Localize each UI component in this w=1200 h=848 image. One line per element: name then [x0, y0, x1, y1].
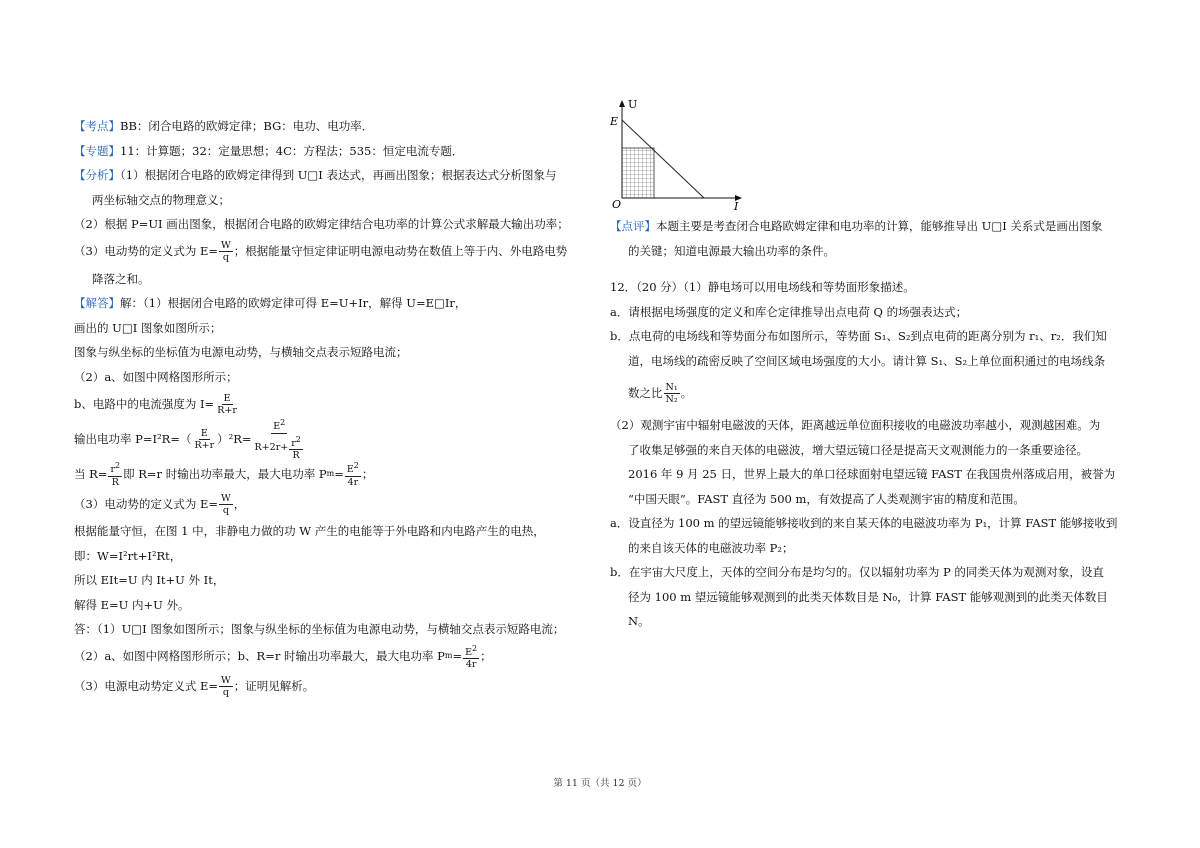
q12-line-b3: 数之比 $\frac{\text{N₁}}{\text{N₂}}$ 。 — [628, 381, 693, 405]
dianping-line-1: 【点评】本题主要是考查闭合电路欧姆定律和电功率的计算，能够推导出 U□I 关系式是画出图象 — [610, 219, 1103, 233]
jieda-text-7b: 即 R=r 时输出功率最大，最大电功率 P — [123, 466, 327, 481]
jieda-line-7: 当 R= $\frac{r^2}{R}$ 即 R=r 时输出功率最大，最大电功率 P m = $\frac{E^2}{4r}$ ； — [74, 461, 374, 488]
fraction-numerator: W — [221, 240, 231, 251]
zhuanti-text: 11：计算题；32：定量思想；4C：方程法；535：恒定电流专题． — [120, 143, 464, 158]
fenxi-line-1 — [74, 163, 596, 188]
fraction-w-over-q-2: $\frac{W}{q}$ — [221, 492, 231, 516]
zhuanti-tag: 【专题】 — [74, 143, 120, 158]
fenxi-text-3a: （3）电动势的定义式为 E= — [74, 244, 219, 259]
y-axis-arrow — [619, 100, 625, 107]
fraction-e2-over-4r-2: $\frac{E^2}{4r}$ — [465, 643, 478, 671]
fenxi-tag: 【分析】 — [74, 168, 120, 182]
fenxi-line-3 — [74, 237, 596, 267]
label-e: E — [610, 115, 619, 128]
jieda-line-11: 所以 EIt=U 内 It+U 外 It， — [74, 573, 225, 587]
answer-line-2: （2）a、如图中网格图形所示；b、R=r 时输出功率最大，最大电功率 P m = $\frac{E^2}{4r}$ ； — [74, 643, 492, 671]
jieda-line-4: （2）a、如图中网格图形所示； — [74, 369, 238, 384]
dianping-tag: 【点评】 — [610, 219, 656, 233]
jieda-text-8a: （3）电动势的定义式为 E= — [74, 496, 219, 511]
jieda-line-8: （3）电动势的定义式为 E= $\frac{W}{q}$ ， — [74, 492, 246, 516]
jieda-line-5 — [74, 389, 596, 419]
fraction-r2-over-r: $\frac{r^2}{R}$ — [110, 461, 121, 488]
fraction-denominator: q — [222, 252, 229, 263]
jieda-line-2: 画出的 U□I 图象如图所示； — [74, 320, 222, 335]
fraction-e-over-rr-2: $\frac{E}{R+r}$ — [194, 427, 215, 451]
right-column — [610, 214, 1132, 634]
q12-line-b1: b．点电荷的电场线和等势面分布如图所示，等势面 S₁、S₂到点电荷的距离分别为 r₁、r₂．我们知 — [610, 329, 1107, 343]
label-origin: O — [612, 198, 622, 210]
dianping-line-2: 的关键；知道电源最大输出功率的条件。 — [628, 243, 835, 258]
fraction-w-over-q-3: $\frac{W}{q}$ — [221, 675, 231, 698]
jieda-text-6b: ）²R= — [217, 431, 252, 446]
jieda-line-10: 即：W=I²rt+I²Rt， — [74, 548, 182, 563]
fraction-n1-over-n2: $\frac{\text{N₁}}{\text{N₂}}$ — [665, 381, 678, 405]
answer-line-3: （3）电源电动势定义式 E= $\frac{W}{q}$ ；证明见解析。 — [74, 675, 315, 698]
jieda-text-5a: b、电路中的电流强度为 I= — [74, 396, 215, 411]
axis-i-label: I — [734, 200, 739, 210]
q12-part2-line-2: 了收集足够强的来自天体的电磁波，增大望远镜口径是提高天文观测能力的一条重要途径。 — [628, 442, 1088, 457]
fraction-e2-over-4r: $\frac{E^2}{4r}$ — [346, 461, 359, 488]
page-footer: 第 11 页（共 12 页） — [553, 778, 647, 789]
power-grid-area — [622, 148, 654, 198]
fraction-e-over-rr: $\frac{E}{R+r}$ — [217, 392, 237, 416]
fenxi-line-3c: 降落之和。 — [92, 271, 150, 286]
fraction-e2-over-compound: $E^2$ R+2r+ $\frac{r^2}{R}$ — [254, 418, 301, 461]
q12-line-a: a．请根据电场强度的定义和库仑定律推导出点电荷 Q 的场强表达式； — [610, 304, 968, 319]
kaodian-tag: 【考点】 — [74, 119, 120, 133]
kaodian-text: BB：闭合电路的欧姆定律；BG：电功、电功率． — [120, 119, 374, 133]
fenxi-text-1: （1）根据闭合电路的欧姆定律得到 U□I 表达式，再画出图象；根据表达式分析图象与 — [120, 168, 557, 182]
q12-part2-line-3: 2016 年 9 月 25 日，世界上最大的单口径球面射电望远镜 FAST 在我国贵州落成启用，被誉为 — [628, 467, 1116, 481]
q12-part2a-line-1: a．设直径为 100 m 的望远镜能够接收到的来自某天体的电磁波功率为 P₁，计算 FAST 能够接收到 — [610, 516, 1118, 530]
q12-part2-line-1: （2）观测宇宙中辐射电磁波的天体，距离越远单位面积接收的电磁波功率越小，观测越困难。为 — [610, 418, 1101, 432]
u-i-graph — [606, 98, 746, 210]
q12-line-b2: 道，电场线的疏密反映了空间区域电场强度的大小。请计算 S₁、S₂上单位面积通过的电场线条 — [628, 353, 1106, 368]
zhuanti-line — [74, 139, 596, 164]
jieda-line-1 — [74, 291, 596, 316]
jieda-line-9: 根据能量守恒，在图 1 中，非静电力做的功 W 产生的电能等于外电路和内电路产生的电热， — [74, 524, 545, 538]
q12-part2a-line-2: 的来自该天体的电磁波功率 P₂； — [628, 540, 794, 555]
jieda-text-6a: 输出电功率 P=I²R=（ — [74, 431, 192, 446]
jieda-tag: 【解答】 — [74, 296, 120, 310]
q12-part2b-line-2: 径为 100 m 望远镜能够观测到的此类天体数目是 N₀，计算 FAST 能够观测到的此类天体数目 — [628, 589, 1108, 604]
answer-line-1: 答：（1）U□I 图象如图所示；图象与纵坐标的坐标值为电源电动势，与横轴交点表示短路电流； — [74, 622, 565, 636]
q12-part2b-line-1: b．在宇宙大尺度上，天体的空间分布是均匀的。仅以辐射功率为 P 的同类天体为观测对象，设直 — [610, 565, 1104, 579]
u-i-graph-figure — [606, 98, 746, 210]
fenxi-line-2: （2）根据 P=UI 画出图象，根据闭合电路的欧姆定律结合电功率的计算公式求解最大输出功率； — [74, 217, 569, 231]
kaodian-line — [74, 114, 596, 139]
left-column — [74, 114, 596, 702]
jieda-line-12: 解得 E=U 内+U 外。 — [74, 597, 190, 612]
jieda-text-7a: 当 R= — [74, 466, 108, 481]
jieda-text-1: 解：（1）根据闭合电路的欧姆定律可得 E=U+Ir，解得 U=E□Ir， — [120, 296, 467, 310]
q12-part2-line-4: “中国天眼”。FAST 直径为 500 m，有效提高了人类观测宇宙的精度和范围。 — [628, 491, 1025, 506]
jieda-line-6 — [74, 419, 596, 459]
q12-part2b-line-3: N。 — [628, 614, 650, 628]
fenxi-text-3b: ；根据能量守恒定律证明电源电动势在数值上等于内、外电路电势 — [233, 244, 568, 259]
fraction-w-over-q — [219, 240, 233, 263]
fenxi-line-1b: 两坐标轴交点的物理意义； — [92, 192, 230, 207]
axis-u-label: U — [628, 98, 638, 111]
spacer — [610, 263, 1132, 275]
q12-line-1: 12．（20 分）（1）静电场可以用电场线和等势面形象描述。 — [610, 280, 915, 294]
jieda-line-3: 图象与纵坐标的坐标值为电源电动势，与横轴交点表示短路电流； — [74, 345, 408, 359]
